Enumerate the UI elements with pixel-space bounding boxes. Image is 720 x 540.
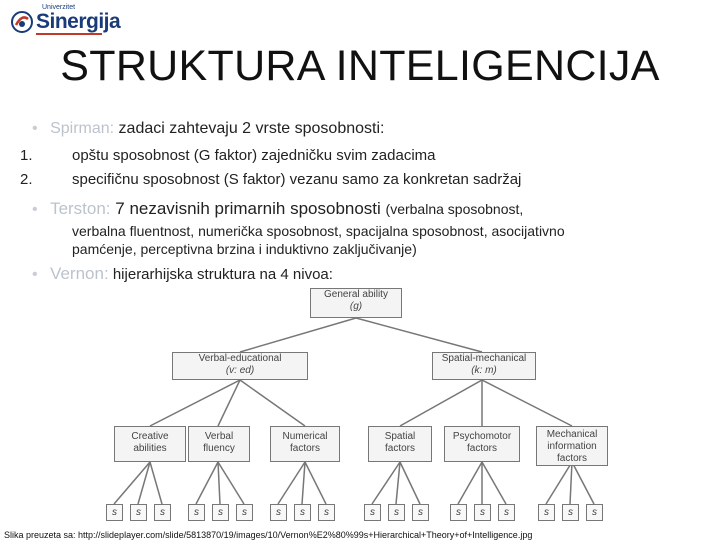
- logo-university-text: Univerzitet: [42, 4, 76, 11]
- terston-detail-line2: verbalna fluentnost, numerička sposobnost, spacijalna sposobnost, asocijativno: [72, 223, 565, 239]
- bullet-dot: •: [32, 266, 38, 283]
- node-label: Verbal: [204, 431, 234, 442]
- terston-detail-start: (verbalna sposobnost,: [385, 201, 524, 217]
- node-verbal-fluency: [188, 426, 250, 462]
- logo-name: Sinergija: [36, 10, 121, 33]
- terston-name: Terston:: [50, 199, 111, 218]
- specific-factor-box: s: [538, 504, 555, 521]
- node-general-ability: [310, 288, 402, 318]
- node-label: Numerical: [282, 431, 328, 442]
- terston-detail-line3: pamćenje, perceptivna brzina i induktivno zaključivanje): [72, 241, 417, 257]
- node-spatial-mechanical: [432, 352, 536, 380]
- list-number: 2.: [20, 171, 33, 188]
- spirman-text: zadaci zahtevaju 2 vrste sposobnosti:: [114, 120, 385, 137]
- node-spatial-factors: [368, 426, 432, 462]
- node-label: factors: [289, 443, 320, 454]
- specific-factor-box: s: [450, 504, 467, 521]
- specific-factor-box: s: [270, 504, 287, 521]
- node-label: Creative: [131, 431, 169, 442]
- specific-factor-box: s: [212, 504, 229, 521]
- list-text: specifičnu sposobnost (S faktor) vezanu samo za konkretan sadržaj: [72, 171, 522, 188]
- bullet-terston: [32, 199, 523, 219]
- specific-factor-box: s: [154, 504, 171, 521]
- node-label: factors: [384, 443, 415, 454]
- node-label: factors: [466, 443, 497, 454]
- node-label: abilities: [133, 443, 167, 454]
- node-numerical-factors: [270, 426, 340, 462]
- specific-factor-box: s: [498, 504, 515, 521]
- node-label: Spatial-mechanical: [441, 353, 527, 364]
- university-logo: [6, 4, 121, 34]
- bullet-spirman: [32, 120, 384, 138]
- node-symbol: (g): [349, 301, 363, 312]
- terston-main: 7 nezavisnih primarnih sposobnosti: [110, 199, 386, 218]
- node-label: fluency: [203, 443, 235, 454]
- list-text: opštu sposobnost (G faktor) zajedničku svim zadacima: [72, 147, 436, 164]
- specific-factor-box: s: [236, 504, 253, 521]
- node-symbol: (v: ed): [225, 365, 255, 376]
- specific-factor-box: s: [474, 504, 491, 521]
- node-verbal-educational: [172, 352, 308, 380]
- specific-factor-box: s: [294, 504, 311, 521]
- specific-factor-box: s: [188, 504, 205, 521]
- specific-factor-box: s: [318, 504, 335, 521]
- node-label: Mechanical: [546, 429, 598, 440]
- node-mechanical-information: [536, 426, 608, 466]
- spirman-name: Spirman:: [50, 120, 115, 137]
- node-label: Spatial: [384, 431, 416, 442]
- specific-factor-box: s: [562, 504, 579, 521]
- node-label: Verbal-educational: [198, 353, 282, 364]
- logo-underline: [36, 33, 102, 35]
- node-label: information factors: [547, 441, 597, 464]
- list-number: 1.: [20, 147, 33, 164]
- bullet-dot: •: [32, 120, 38, 137]
- bullet-dot: •: [32, 201, 38, 218]
- page-title: STRUKTURA INTELIGENCIJA: [60, 42, 660, 90]
- specific-factor-box: s: [586, 504, 603, 521]
- vernon-text: hijerarhijska struktura na 4 nivoa:: [108, 266, 333, 283]
- specific-factor-box: s: [364, 504, 381, 521]
- node-label: General ability: [324, 289, 388, 300]
- node-symbol: (k: m): [471, 365, 497, 376]
- vernon-hierarchy-diagram: [100, 274, 620, 532]
- list-item: [20, 147, 436, 164]
- specific-factor-box: s: [412, 504, 429, 521]
- image-source-caption: Slika preuzeta sa: http://slideplayer.com/slide/5813870/19/images/10/Vernon%E2%80%99s+Hierarchical+Theory+of+Intelligence.jpg: [4, 530, 533, 540]
- node-psychomotor-factors: [444, 426, 520, 462]
- specific-factor-box: s: [130, 504, 147, 521]
- node-label: Psychomotor: [452, 431, 512, 442]
- list-item: [20, 171, 521, 188]
- node-creative-abilities: [114, 426, 186, 462]
- vernon-name: Vernon:: [50, 264, 109, 283]
- specific-factor-box: s: [388, 504, 405, 521]
- specific-factor-box: s: [106, 504, 123, 521]
- logo-mark-icon: [10, 10, 34, 34]
